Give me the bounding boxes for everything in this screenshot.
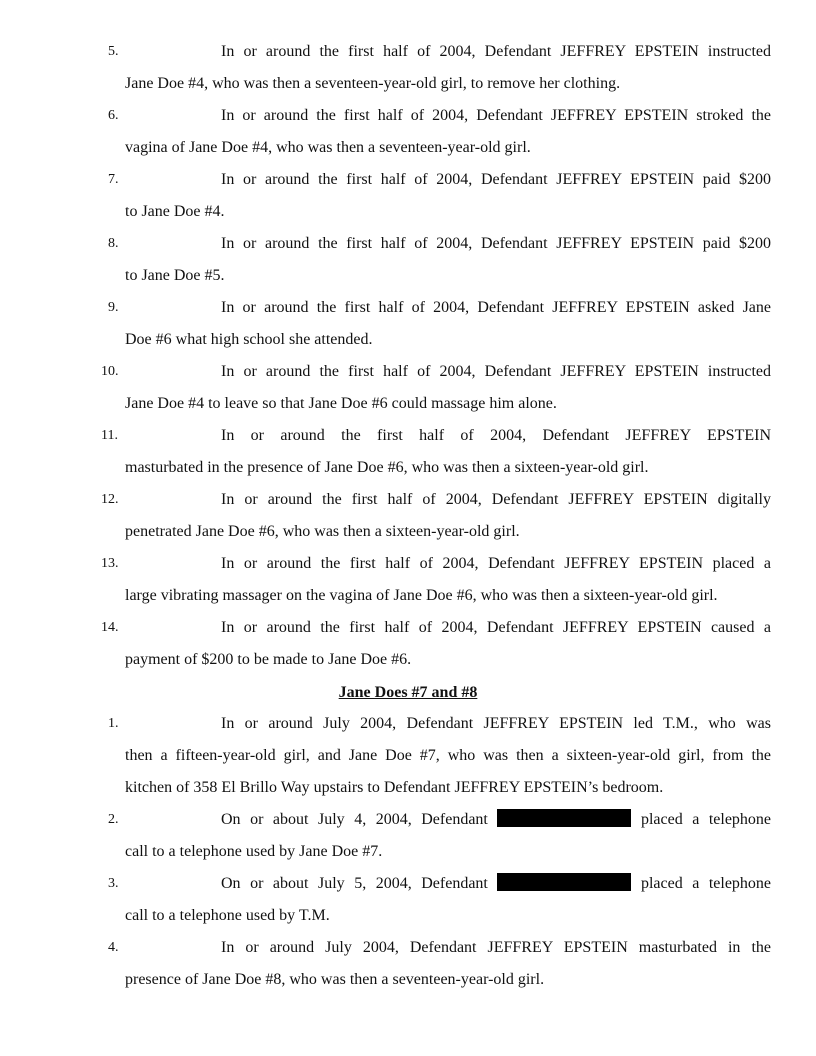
paragraph-line	[221, 868, 771, 900]
paragraph-line: In or around the first half of 2004, Defendant JEFFREY EPSTEIN stroked the	[221, 107, 771, 124]
paragraph-line: In or around the first half of 2004, Defendant JEFFREY EPSTEIN paid $200	[221, 235, 771, 252]
paragraph-line: Jane Doe #4, who was then a seventeen-year-old girl, to remove her clothing.	[125, 75, 621, 92]
paragraph-line: masturbated in the presence of Jane Doe #6, who was then a sixteen-year-old girl.	[125, 459, 649, 476]
line-text-before-redaction: On or about July 4, 2004, Defendant	[221, 811, 488, 828]
paragraph-line	[221, 804, 771, 836]
line-text-after-redaction: placed a telephone	[640, 875, 772, 892]
paragraph-line: In or around the first half of 2004, Defendant JEFFREY EPSTEIN instructed	[221, 363, 771, 380]
paragraph-line: to Jane Doe #4.	[125, 203, 225, 220]
paragraph-number: 6.	[108, 108, 119, 123]
paragraph-number: 3.	[108, 876, 119, 891]
paragraph-number: 14.	[101, 620, 119, 635]
line-text-after-redaction: placed a telephone	[640, 811, 772, 828]
paragraph-line: call to a telephone used by Jane Doe #7.	[125, 843, 383, 860]
paragraph-line: Jane Doe #4 to leave so that Jane Doe #6 could massage him alone.	[125, 395, 557, 412]
redaction-box	[497, 809, 631, 827]
paragraph-line: penetrated Jane Doe #6, who was then a sixteen-year-old girl.	[125, 523, 520, 540]
paragraph-number: 11.	[101, 428, 118, 443]
paragraph-number: 5.	[108, 44, 119, 59]
paragraph-number: 7.	[108, 172, 119, 187]
paragraph-line: kitchen of 358 El Brillo Way upstairs to Defendant JEFFREY EPSTEIN’s bedroom.	[125, 779, 664, 796]
paragraph-line: In or around the first half of 2004, Defendant JEFFREY EPSTEIN placed a	[221, 555, 771, 572]
paragraph-line: In or around the first half of 2004, Defendant JEFFREY EPSTEIN	[221, 427, 771, 444]
paragraph-number: 12.	[101, 492, 119, 507]
redaction-box	[497, 873, 631, 891]
paragraph-line: then a fifteen-year-old girl, and Jane Doe #7, who was then a sixteen-year-old girl, from the	[125, 747, 771, 764]
paragraph-line: call to a telephone used by T.M.	[125, 907, 330, 924]
paragraph-number: 10.	[101, 364, 119, 379]
paragraph-line: In or around July 2004, Defendant JEFFREY EPSTEIN led T.M., who was	[221, 715, 771, 732]
section-heading: Jane Does #7 and #8	[338, 684, 478, 701]
paragraph-number: 1.	[108, 716, 119, 731]
paragraph-line: In or around July 2004, Defendant JEFFREY EPSTEIN masturbated in the	[221, 939, 771, 956]
paragraph-line: In or around the first half of 2004, Defendant JEFFREY EPSTEIN paid $200	[221, 171, 771, 188]
paragraph-line: In or around the first half of 2004, Defendant JEFFREY EPSTEIN instructed	[221, 43, 771, 60]
paragraph-line: large vibrating massager on the vagina of Jane Doe #6, who was then a sixteen-year-old girl.	[125, 587, 718, 604]
paragraph-number: 2.	[108, 812, 119, 827]
paragraph-number: 8.	[108, 236, 119, 251]
paragraph-number: 13.	[101, 556, 119, 571]
paragraph-line: presence of Jane Doe #8, who was then a seventeen-year-old girl.	[125, 971, 545, 988]
line-text-before-redaction: On or about July 5, 2004, Defendant	[221, 875, 488, 892]
paragraph-line: In or around the first half of 2004, Defendant JEFFREY EPSTEIN asked Jane	[221, 299, 771, 316]
paragraph-number: 9.	[108, 300, 119, 315]
paragraph-line: payment of $200 to be made to Jane Doe #6.	[125, 651, 412, 668]
paragraph-line: In or around the first half of 2004, Defendant JEFFREY EPSTEIN caused a	[221, 619, 771, 636]
paragraph-line: Doe #6 what high school she attended.	[125, 331, 373, 348]
paragraph-line: In or around the first half of 2004, Defendant JEFFREY EPSTEIN digitally	[221, 491, 771, 508]
paragraph-line: vagina of Jane Doe #4, who was then a seventeen-year-old girl.	[125, 139, 531, 156]
paragraph-number: 4.	[108, 940, 119, 955]
paragraph-line: to Jane Doe #5.	[125, 267, 225, 284]
